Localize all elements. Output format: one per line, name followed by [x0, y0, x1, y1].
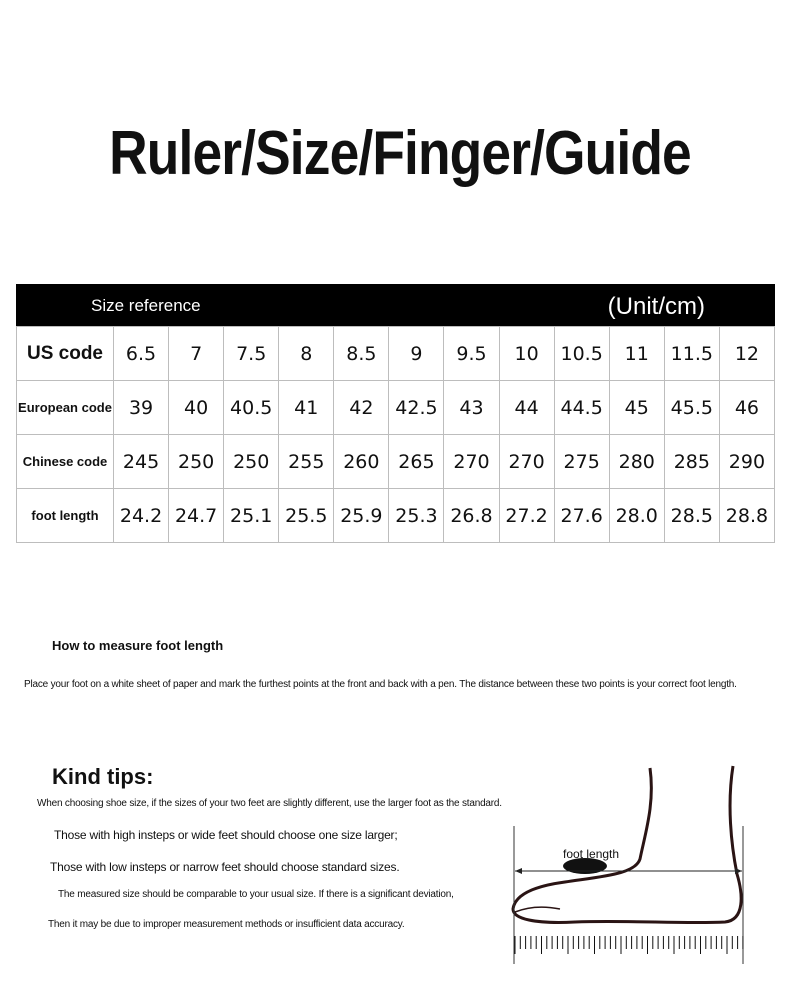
size-cell: 27.2	[499, 489, 554, 543]
tip-line: The measured size should be comparable to your usual size. If there is a significant deviation,	[58, 889, 454, 900]
size-cell: 260	[334, 435, 389, 489]
tip-line: Those with low insteps or narrow feet should choose standard sizes.	[50, 860, 400, 874]
tip-line: When choosing shoe size, if the sizes of your two feet are slightly different, use the larger foot as the standard.	[37, 798, 502, 809]
row-label: US code	[17, 327, 114, 381]
size-cell: 28.5	[664, 489, 719, 543]
size-cell: 44.5	[554, 381, 609, 435]
size-cell: 46	[719, 381, 774, 435]
foot-measure-diagram	[505, 764, 755, 969]
size-cell: 10.5	[554, 327, 609, 381]
size-cell: 280	[609, 435, 664, 489]
size-cell: 42.5	[389, 381, 444, 435]
size-cell: 27.6	[554, 489, 609, 543]
size-reference-label: Size reference	[91, 296, 201, 315]
size-cell: 290	[719, 435, 774, 489]
row-label: Chinese code	[17, 435, 114, 489]
row-label: foot length	[17, 489, 114, 543]
size-cell: 10	[499, 327, 554, 381]
size-cell: 270	[444, 435, 499, 489]
tip-line: Then it may be due to improper measurement methods or insufficient data accuracy.	[48, 919, 405, 930]
size-row	[17, 327, 775, 381]
size-cell: 8	[279, 327, 334, 381]
size-cell: 25.9	[334, 489, 389, 543]
size-cell: 24.7	[169, 489, 224, 543]
size-cell: 25.1	[224, 489, 279, 543]
size-cell: 40.5	[224, 381, 279, 435]
ruler	[515, 936, 743, 954]
measure-instructions: Place your foot on a white sheet of paper and mark the furthest points at the front and back with a pen. The distance between these two points is your correct foot length.	[24, 679, 737, 690]
size-cell: 9.5	[444, 327, 499, 381]
tip-line: Those with high insteps or wide feet should choose one size larger;	[54, 828, 398, 842]
row-label: European code	[17, 381, 114, 435]
size-row	[17, 489, 775, 543]
size-cell: 11	[609, 327, 664, 381]
toe-line	[515, 907, 560, 912]
foot-outline	[513, 766, 741, 923]
size-chart-header	[16, 284, 775, 326]
size-cell: 25.5	[279, 489, 334, 543]
measure-title: How to measure foot length	[52, 638, 224, 653]
size-cell: 24.2	[114, 489, 169, 543]
size-cell: 270	[499, 435, 554, 489]
tips-title: Kind tips:	[52, 764, 154, 789]
size-cell: 39	[114, 381, 169, 435]
size-cell: 265	[389, 435, 444, 489]
size-row	[17, 435, 775, 489]
size-cell: 26.8	[444, 489, 499, 543]
size-cell: 45	[609, 381, 664, 435]
page-title: Ruler/Size/Finger/Guide	[109, 119, 691, 188]
size-cell: 42	[334, 381, 389, 435]
size-cell: 7	[169, 327, 224, 381]
unit-label: (Unit/cm)	[607, 293, 705, 320]
size-cell: 7.5	[224, 327, 279, 381]
size-cell: 285	[664, 435, 719, 489]
size-cell: 250	[169, 435, 224, 489]
size-table	[16, 326, 775, 543]
size-cell: 11.5	[664, 327, 719, 381]
size-cell: 6.5	[114, 327, 169, 381]
size-cell: 25.3	[389, 489, 444, 543]
size-row	[17, 381, 775, 435]
size-cell: 28.0	[609, 489, 664, 543]
size-cell: 245	[114, 435, 169, 489]
size-cell: 275	[554, 435, 609, 489]
size-cell: 43	[444, 381, 499, 435]
size-cell: 255	[279, 435, 334, 489]
size-cell: 44	[499, 381, 554, 435]
foot-length-label: foot length	[563, 847, 620, 861]
size-cell: 40	[169, 381, 224, 435]
size-cell: 12	[719, 327, 774, 381]
size-cell: 250	[224, 435, 279, 489]
size-cell: 41	[279, 381, 334, 435]
size-cell: 9	[389, 327, 444, 381]
size-cell: 8.5	[334, 327, 389, 381]
size-chart	[16, 284, 775, 543]
size-cell: 45.5	[664, 381, 719, 435]
size-cell: 28.8	[719, 489, 774, 543]
